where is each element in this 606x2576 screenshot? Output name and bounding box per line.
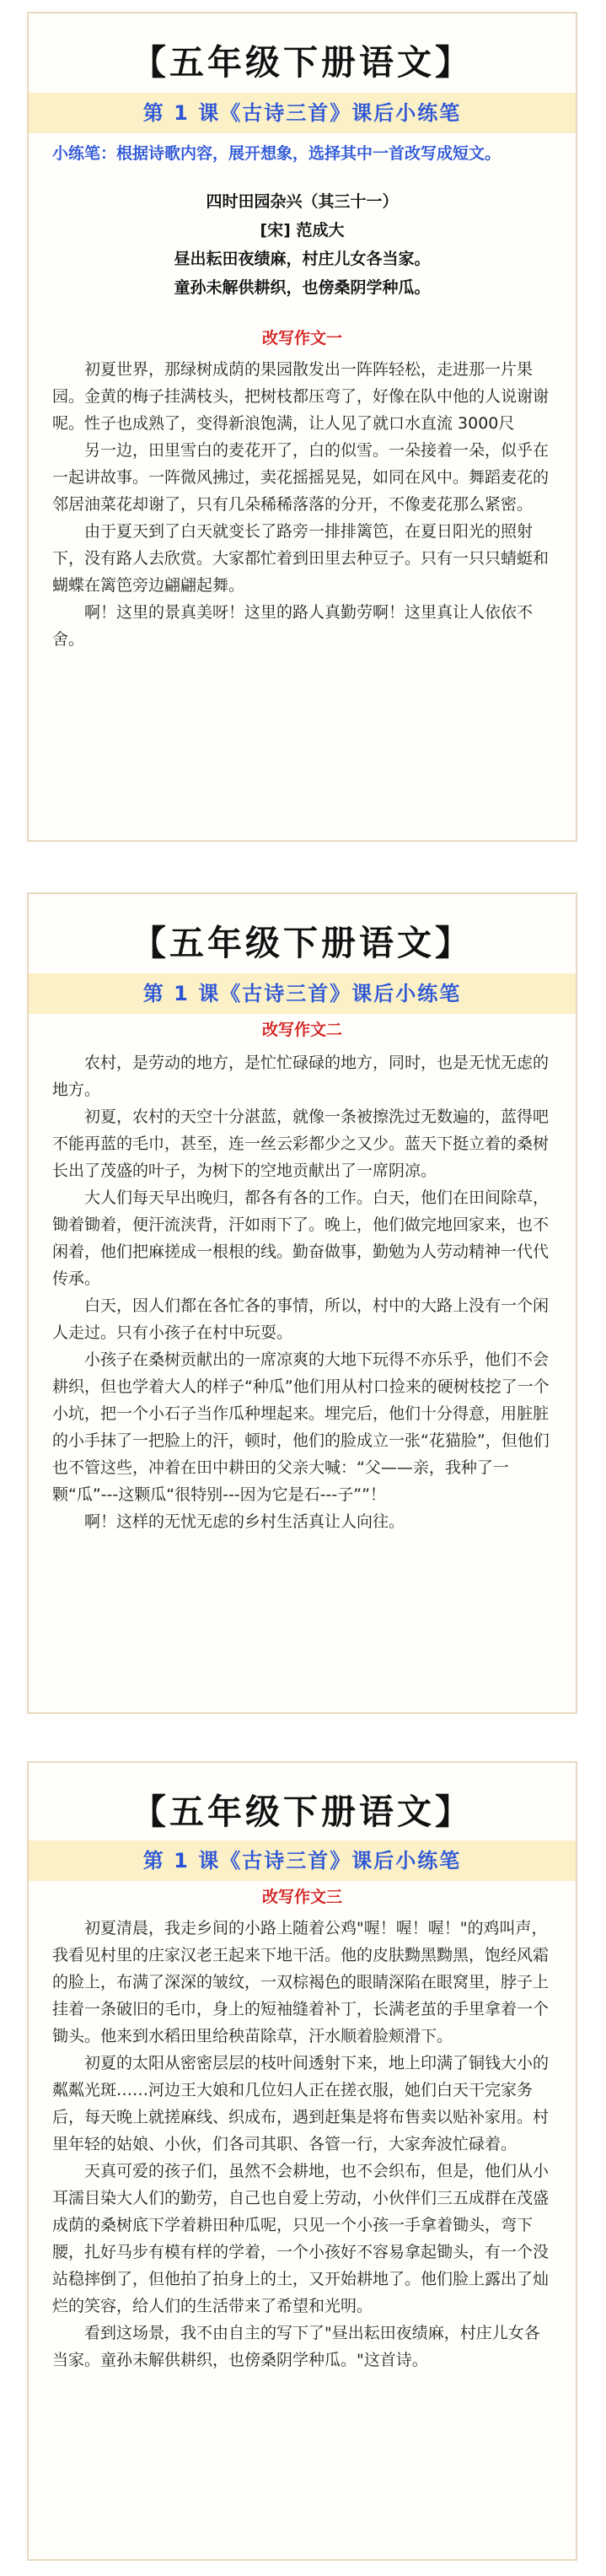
essay-paragraph: 白天，因人们都在各忙各的事情，所以，村中的大路上没有一个闲人走过。只有小孩子在村中玩耍。 (52, 1296, 550, 1342)
exercise-prompt: 小练笔：根据诗歌内容，展开想象，选择其中一首改写成短文。 (52, 144, 501, 163)
poem-line-2: 童孙未解供耕织，也傍桑阴学种瓜。 (174, 278, 431, 297)
essay-heading: 改写作文二 (261, 1021, 342, 1039)
lesson-subtitle: 第 1 课《古诗三首》课后小练笔 (29, 973, 576, 1014)
poem-line-1: 昼出耘田夜绩麻，村庄儿女各当家。 (174, 250, 431, 268)
essay-paragraph: 初夏世界，那绿树成荫的果园散发出一阵阵轻松，走进那一片果园。金黄的梅子挂满枝头，把树枝都压弯了，好像在队中他的人说谢谢呢。性子也成熟了，变得新浪饱满，让人见了就口水直流 3000尺 (52, 360, 550, 433)
essay-paragraph: 大人们每天早出晚归，都各有各的工作。白天，他们在田间除草，锄着锄着，便汗流浃背，汗如雨下了。晚上，他们做完地回家来，也不闲着，他们把麻搓成一根根的线。勤奋做事，勤勉为人劳动精神一代代传承。 (52, 1188, 550, 1288)
essay-paragraph: 农村，是劳动的地方，是忙忙碌碌的地方，同时，也是无忧无虑的地方。 (52, 1054, 550, 1099)
essay-body (29, 356, 576, 653)
essay-paragraph: 天真可爱的孩子们，虽然不会耕地，也不会织布，但是，他们从小耳濡目染大人们的勤劳，自己也自爱上劳动，小伙伴们三五成群在茂盛成荫的桑树底下学着耕田种瓜呢，只见一个小孩一手拿着锄头，弯下腰，扎好马步有模有样的学着，一个小孩好不容易拿起锄头，有一个没站稳摔倒了，但他拍了拍身上的土，又开始耕地了。他们脸上露出了灿烂的笑容，给人们的生活带来了希望和光明。 (52, 2162, 550, 2315)
poem-author: [宋] 范成大 (260, 221, 345, 240)
worksheet-card-3 (27, 1761, 577, 2561)
card-title: 【五年级下册语文】 (131, 1792, 473, 1832)
essay-paragraph: 由于夏天到了白天就变长了路旁一排排篱笆，在夏日阳光的照射下，没有路人去欣赏。大家都忙着到田里去种豆子。只有一只只蜻蜓和蝴蝶在篱笆旁边翩翩起舞。 (52, 522, 550, 595)
essay-paragraph: 啊！这样的无忧无虑的乡村生活真让人向往。 (84, 1512, 405, 1531)
worksheet-card-2 (27, 892, 577, 1714)
essay-body (29, 1915, 576, 2374)
card-title: 【五年级下册语文】 (131, 923, 473, 963)
essay-paragraph: 啊！这里的景真美呀！这里的路人真勤劳啊！这里真让人依依不舍。 (52, 603, 534, 649)
essay-paragraph: 看到这场景，我不由自主的写下了"昼出耘田夜绩麻，村庄儿女各当家。童孙未解供耕织，也傍桑阴学种瓜。"这首诗。 (52, 2324, 540, 2369)
essay-paragraph: 初夏清晨，我走乡间的小路上随着公鸡"喔！喔！喔！"的鸡叫声，我看见村里的庄家汉老王起来下地干活。他的皮肤黝黑黝黑，饱经风霜的脸上，布满了深深的皱纹，一双棕褐色的眼睛深陷在眼窝里，脖子上挂着一条破旧的毛巾，身上的短袖缝着补丁，长满老茧的手里拿着一个锄头。他来到水稻田里给秧苗除草，汗水顺着脸颊滑下。 (52, 1919, 550, 2045)
essay-body (29, 1049, 576, 1535)
poem-title: 四时田园杂兴（其三十一） (206, 192, 399, 211)
essay-paragraph: 初夏的太阳从密密层层的枝叶间透射下来，地上印满了铜钱大小的粼粼光斑……河边王大娘和几位妇人正在搓衣服，她们白天干完家务后，每天晚上就搓麻线、织成布，遇到赶集是将布售卖以贴补家用。村里年轻的姑娘、小伙，们各司其职、各管一行，大家奔波忙碌着。 (52, 2054, 550, 2153)
lesson-subtitle: 第 1 课《古诗三首》课后小练笔 (29, 1840, 576, 1881)
essay-paragraph: 小孩子在桑树贡献出的一席凉爽的大地下玩得不亦乐乎，他们不会耕织，但也学着大人的样子“种瓜”他们用从村口捡来的硬树枝挖了一个小坑，把一个小石子当作瓜种埋起来。埋完后，他们十分得意，用脏脏的小手抹了一把脸上的汗，顿时，他们的脸成立一张“花猫脸”，但他们也不管这些，冲着在田中耕田的父亲大喊：“父——亲，我种了一颗“瓜”---这颗瓜“很特别---因为它是石---子””！ (52, 1350, 550, 1504)
lesson-subtitle: 第 1 课《古诗三首》课后小练笔 (29, 93, 576, 133)
worksheet-card-1 (27, 12, 577, 842)
essay-paragraph: 初夏，农村的天空十分湛蓝，就像一条被擦洗过无数遍的，蓝得吧不能再蓝的毛巾，甚至，连一丝云彩都少之又少。蓝天下挺立着的桑树长出了茂盛的叶子，为树下的空地贡献出了一席阴凉。 (52, 1107, 550, 1180)
essay-heading: 改写作文一 (261, 329, 342, 348)
card-title: 【五年级下册语文】 (131, 42, 473, 83)
essay-heading: 改写作文三 (261, 1888, 342, 1906)
essay-paragraph: 另一边，田里雪白的麦花开了，白的似雪。一朵接着一朵，似乎在一起讲故事。一阵微风拂过，卖花摇摇晃晃，如同在风中。舞蹈麦花的邻居油菜花却谢了，只有几朵稀稀落落的分开，不像麦花那么紧密。 (52, 441, 550, 514)
